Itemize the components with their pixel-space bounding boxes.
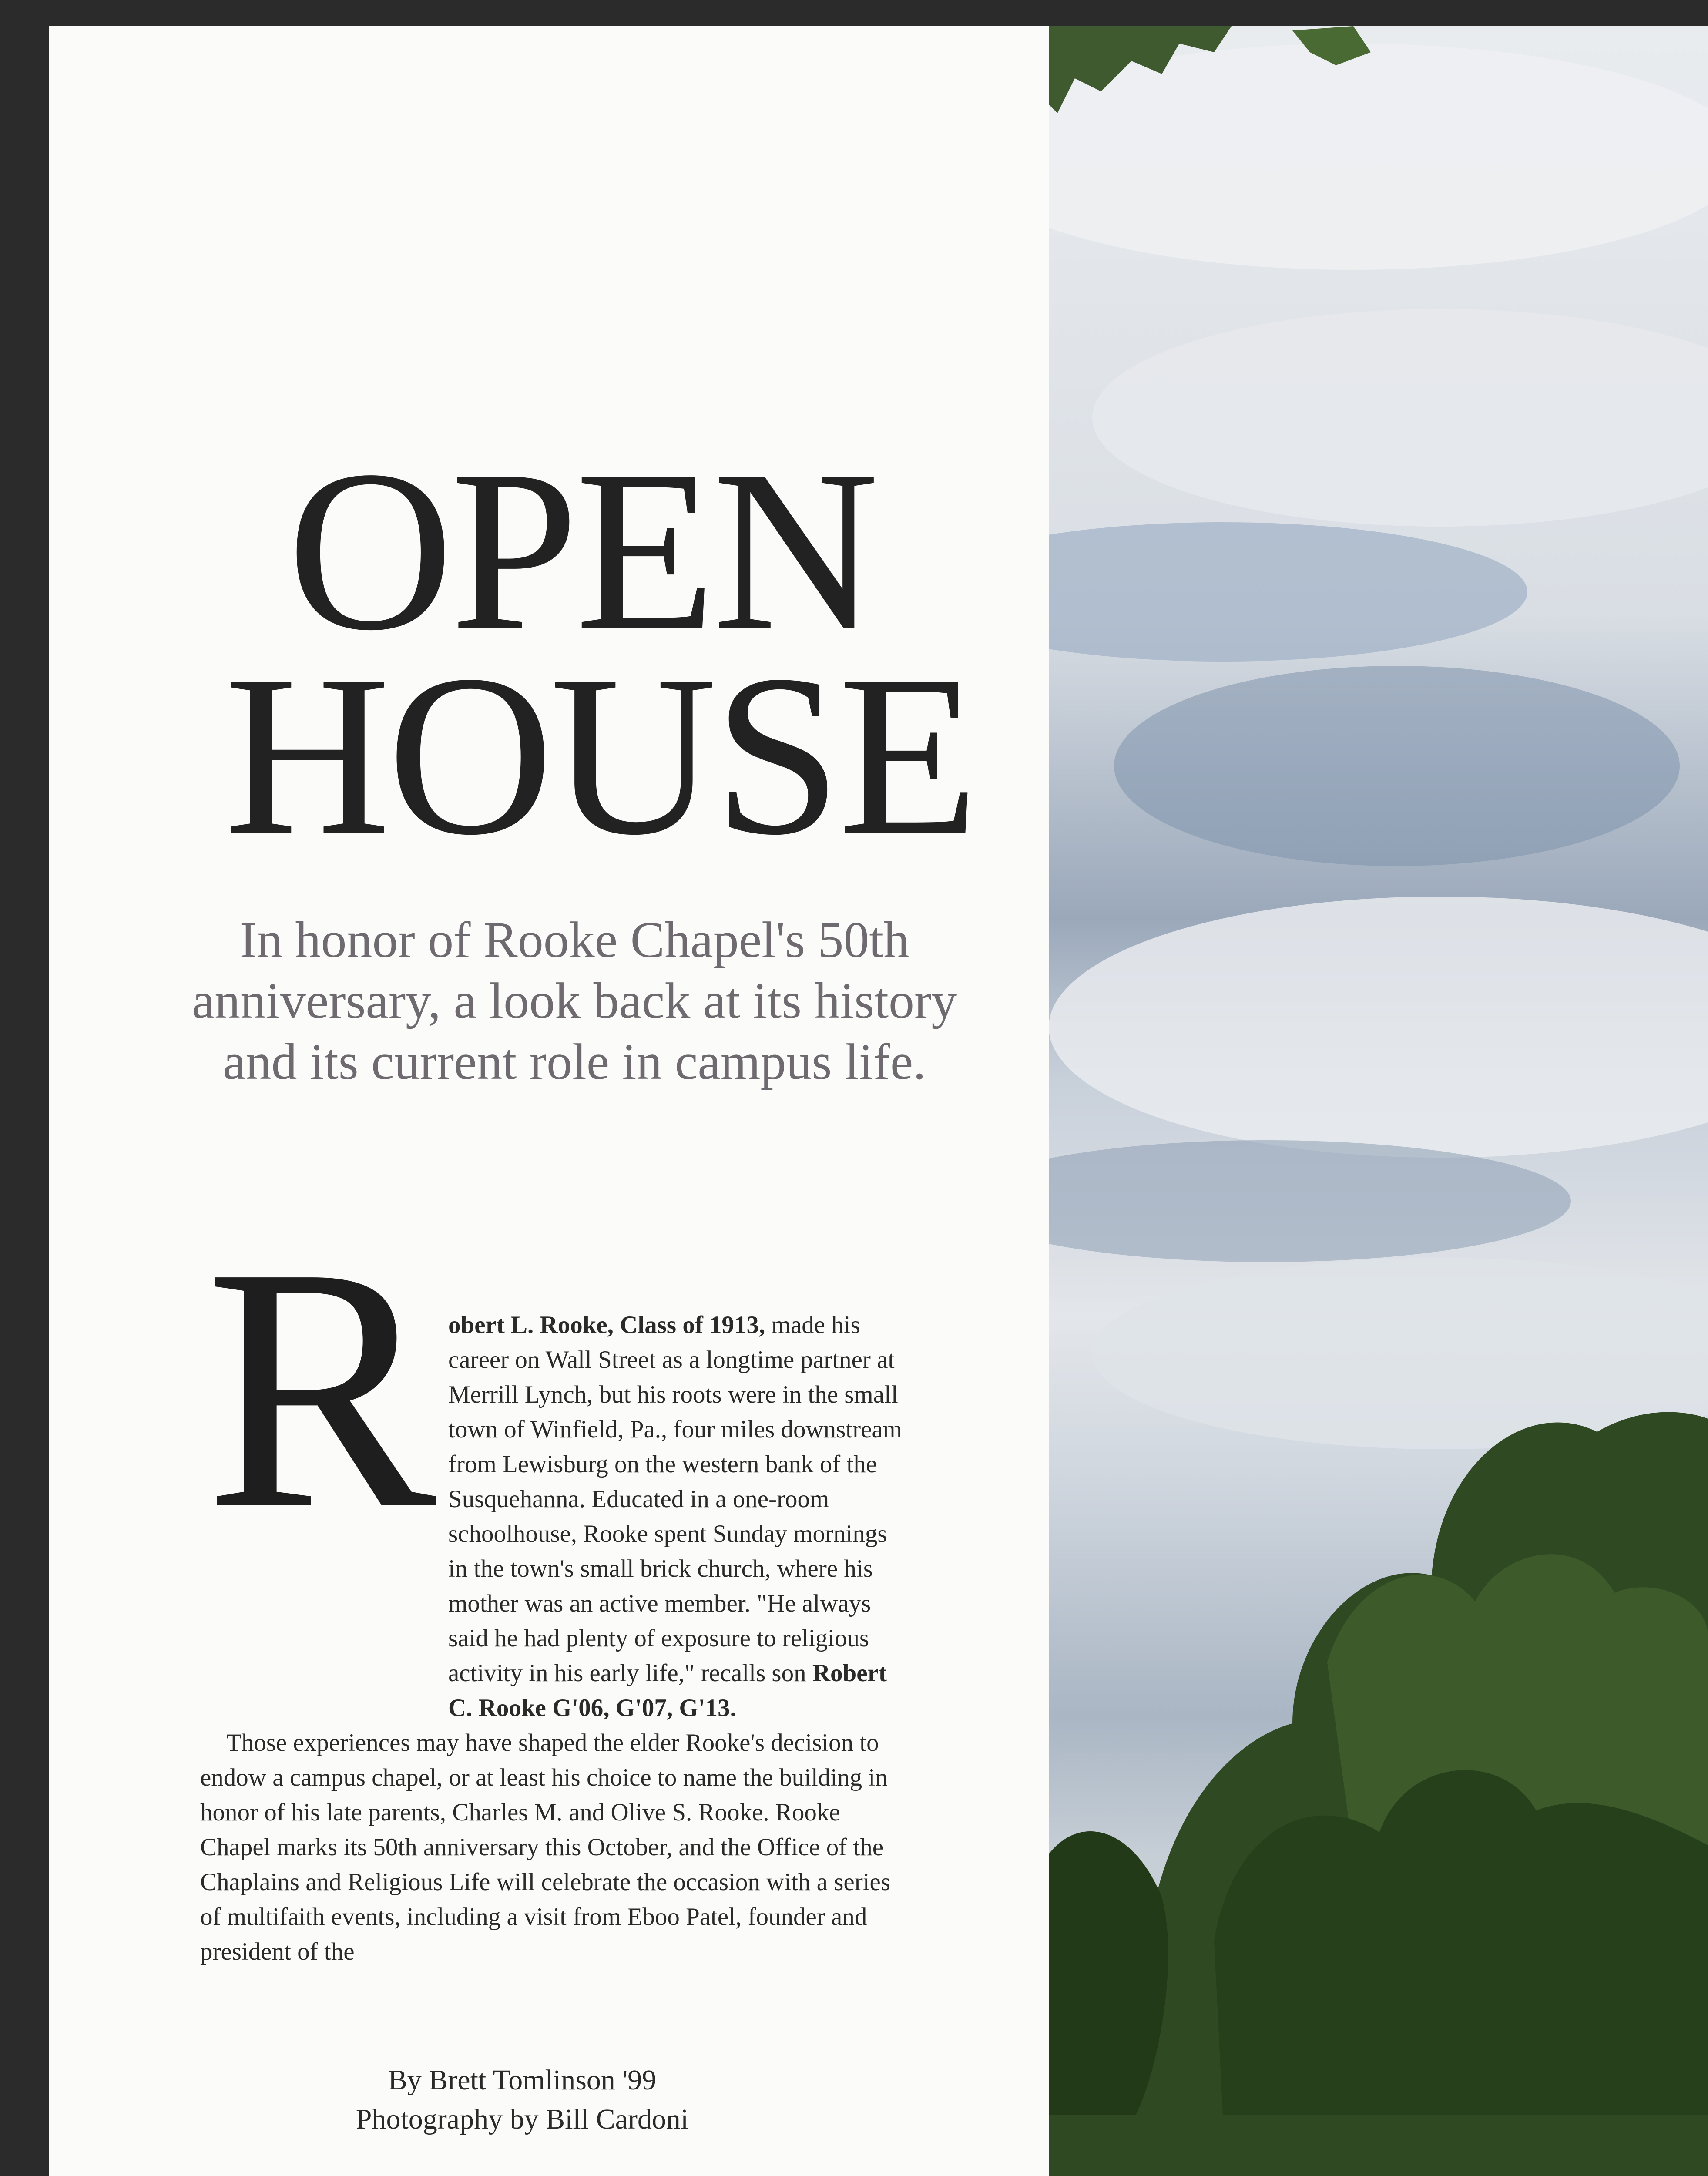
article-body [200,1308,905,1969]
photo-credit: Photography by Bill Cardoni [356,2103,689,2135]
headline-line-2: HOUSE [224,627,976,883]
lead-bold-name: obert L. Rooke, Class of 1913, [448,1311,765,1339]
tree-sky-photo-icon [1049,26,1708,2176]
article-deck: In honor of Rooke Chapel's 50th anniversary, a look back at its history and its current role in campus life. [191,911,957,1090]
chapel-grounds-photo [1049,26,1708,2176]
headline-line-1: OPEN [287,423,876,678]
lead-paragraph [200,1308,905,1726]
lead-text: made his career on Wall Street as a longtime partner at Merrill Lynch, but his roots were in the small town of Winfield, Pa., four miles downstream from Lewisburg on the western bank of the Susquehanna. Educated in a one-room schoolhouse, Rooke spent Sunday mornings in the town's small brick church, where his mother was an active member. "He always said he had plenty of exposure to religious activity in his early life," recalls son [448,1311,903,1687]
second-paragraph: Those experiences may have shaped the elder Rooke's decision to endow a campus chapel, or at least his choice to name the building in honor of his late parents, Charles M. and Olive S. Rooke. Rooke Chapel marks its 50th anniversary this October, and the Office of the Chaplains and Religious Life will celebrate the occasion with a series of multifaith events, including a visit from Eboo Patel, founder and president of the [200,1729,891,1965]
byline-block [305,2061,740,2139]
drop-cap: R [205,1195,437,1581]
lead-bold-son: Robert C. Rooke G'06, G'07, G'13. [448,1659,887,1722]
author-byline: By Brett Tomlinson '99 [388,2064,657,2096]
article-headline [183,423,1010,883]
